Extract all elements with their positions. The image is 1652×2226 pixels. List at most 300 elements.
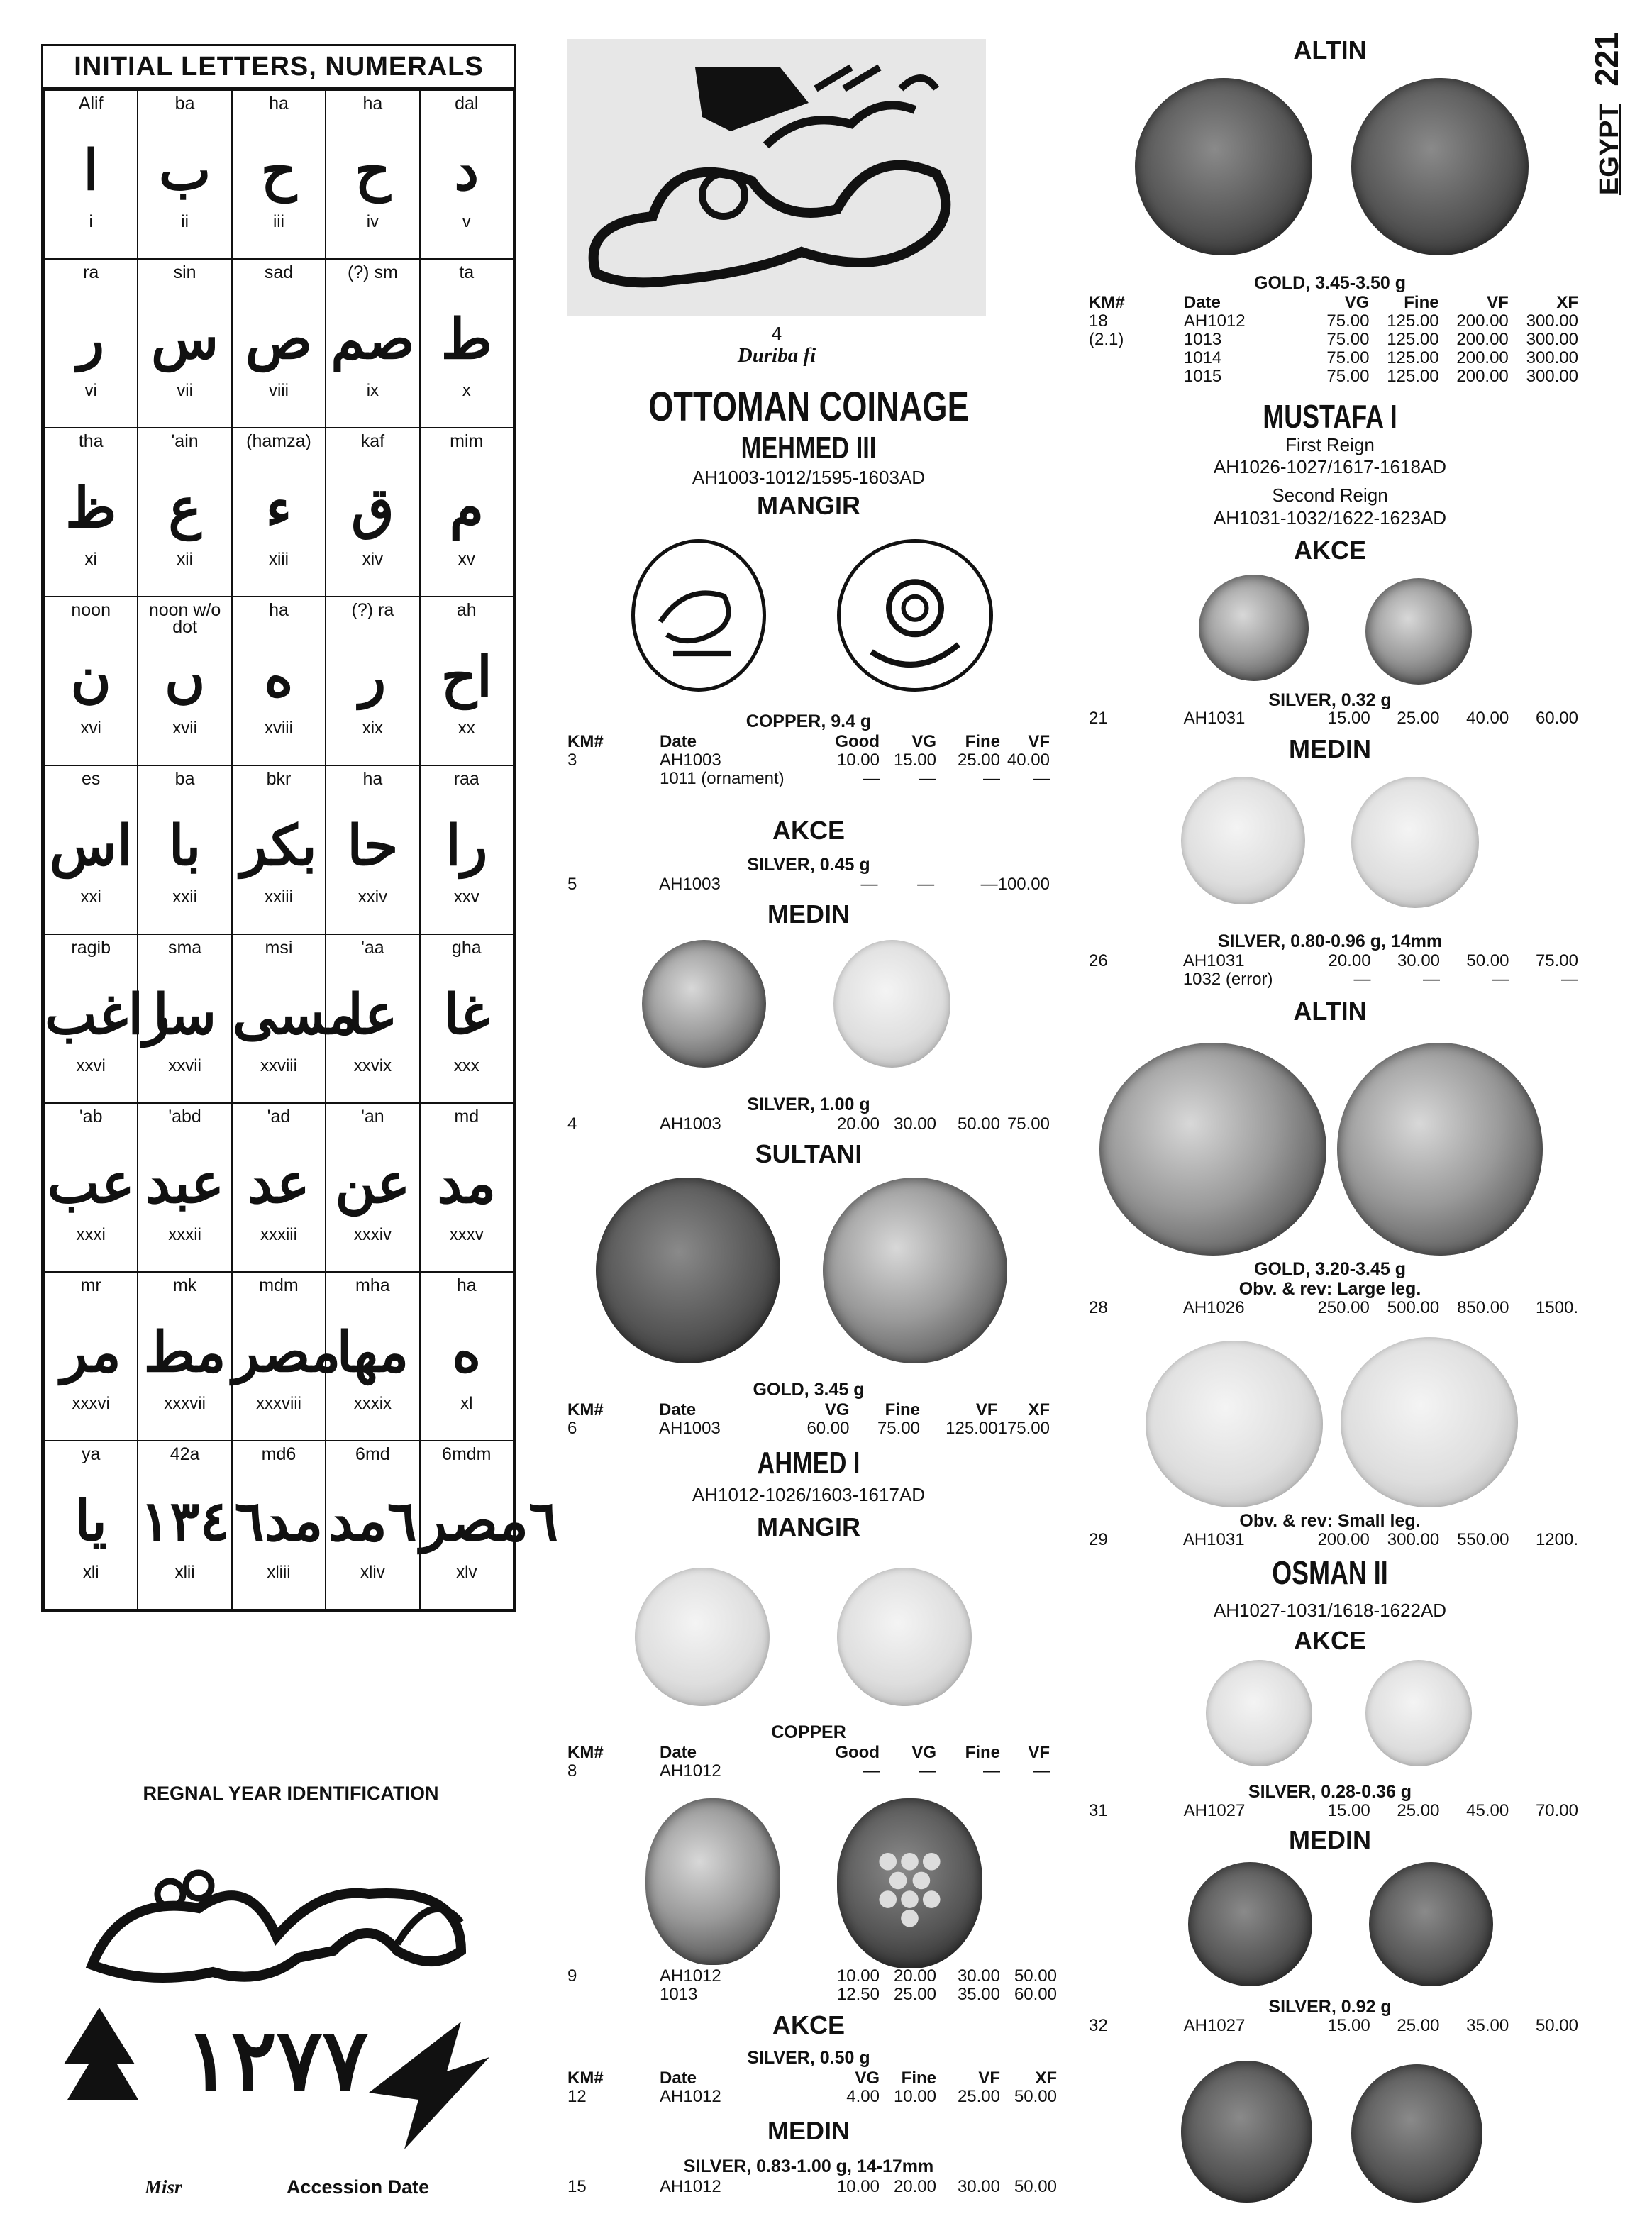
- table-cell: [1089, 367, 1184, 386]
- table-cell: —: [980, 875, 998, 894]
- letter-numeral: xliii: [267, 1563, 291, 1582]
- letter-name: ra: [83, 262, 99, 282]
- letter-glyph: ح: [260, 138, 297, 203]
- letter-name: ha: [269, 600, 289, 620]
- letter-numeral: x: [462, 381, 471, 400]
- table-cell: —: [863, 769, 880, 788]
- letter-glyph: ب: [158, 138, 211, 203]
- letter-numeral: xli: [82, 1563, 99, 1582]
- letter-numeral: xiv: [362, 550, 384, 569]
- coin-km3-obverse: [631, 539, 766, 692]
- letter-numeral: xviii: [264, 719, 293, 738]
- duriba-caption: Duriba fi: [737, 344, 816, 367]
- second-reign-label: Second Reign: [1272, 484, 1388, 506]
- label-silver-032: SILVER, 0.32 g: [1268, 690, 1392, 710]
- table-cell: 25.00: [957, 751, 1000, 770]
- letter-numeral: xxviii: [260, 1056, 297, 1075]
- table-cell: VF: [978, 2069, 1000, 2088]
- letter-name: sma: [167, 938, 202, 958]
- regnal-numeral: ١٢٧٧: [185, 2010, 368, 2110]
- table-km21: [1089, 709, 1578, 728]
- table-cell: 25.00: [957, 2087, 1000, 2106]
- letter-numeral: ii: [181, 212, 189, 231]
- table-cell: 5: [567, 875, 577, 894]
- letter-numeral: xxxvi: [72, 1394, 110, 1413]
- table-cell: 250.00: [1317, 1298, 1370, 1317]
- table-cell: 50.00: [1466, 951, 1509, 970]
- letters-row: [44, 1441, 514, 1610]
- label-gold-320: GOLD, 3.20-3.45 g: [1254, 1259, 1406, 1279]
- table-cell: 1015: [1183, 367, 1222, 386]
- letter-cell: [326, 765, 419, 934]
- arrow-icon: [695, 67, 809, 131]
- table-cell: 1200.: [1535, 1530, 1578, 1549]
- table-row: [567, 1762, 1050, 1781]
- letter-cell: [44, 1441, 138, 1610]
- letter-name: 6md: [355, 1444, 390, 1464]
- table-cell: 300.00: [1526, 348, 1578, 367]
- table-row: [1089, 970, 1578, 989]
- table-km32: [1089, 2017, 1578, 2035]
- coin-km4-obverse: [642, 940, 766, 1068]
- letter-numeral: xliv: [360, 1563, 385, 1582]
- letter-numeral: xv: [458, 550, 475, 569]
- letter-numeral: viii: [268, 381, 289, 400]
- table-row: [567, 1115, 1050, 1134]
- table-cell: AH1027: [1183, 2016, 1246, 2035]
- table-cell: VG: [855, 2069, 880, 2088]
- table-cell: 10.00: [836, 751, 880, 770]
- letter-cell: [232, 428, 326, 597]
- table-cell: 60.00: [806, 1419, 850, 1438]
- letter-name: noon: [71, 600, 111, 620]
- letter-glyph: عب: [47, 1151, 135, 1216]
- table-cell: —: [983, 1761, 1000, 1781]
- page-number: 221: [1588, 31, 1625, 87]
- table-cell: —: [1423, 970, 1441, 989]
- letter-name: ba: [174, 94, 195, 113]
- letter-numeral: xxxviii: [255, 1394, 301, 1413]
- table-cell: —: [919, 1761, 936, 1781]
- coin-km32-reverse: [1369, 1862, 1493, 1986]
- table-km12: [567, 2069, 1057, 2106]
- letter-glyph: س: [150, 307, 219, 372]
- letter-numeral: xii: [177, 550, 193, 569]
- table-cell: 25.00: [1397, 709, 1440, 728]
- letter-glyph: را: [445, 814, 488, 878]
- letter-cell: [232, 1272, 341, 1441]
- label-silver-100: SILVER, 1.00 g: [747, 1095, 870, 1114]
- table-cell: [1089, 349, 1184, 367]
- letter-numeral: v: [462, 212, 471, 231]
- table-cell: 1014: [1183, 348, 1222, 367]
- letter-name: ah: [456, 600, 477, 620]
- letter-numeral: xl: [460, 1394, 473, 1413]
- letter-cell: [138, 1272, 231, 1441]
- table-cell: 125.00: [1387, 367, 1439, 386]
- letter-cell: [232, 1441, 326, 1610]
- letter-name: ragib: [71, 938, 111, 958]
- letter-numeral: xiii: [268, 550, 289, 569]
- table-cell: Good: [835, 732, 880, 751]
- table-cell: AH1003: [660, 751, 721, 770]
- letter-glyph: ں: [164, 645, 206, 709]
- table-km6: [567, 1401, 1050, 1438]
- letters-numerals-table: [41, 44, 558, 1612]
- ruler-ahmed-i-dates: AH1012-1026/1603-1617AD: [692, 1484, 926, 1505]
- table-cell: Date: [660, 732, 697, 751]
- table-km4: [567, 1115, 1050, 1134]
- letter-name: ya: [81, 1444, 101, 1464]
- section-medin-3: MEDIN: [1289, 734, 1371, 763]
- label-copper-94: COPPER, 9.4 g: [745, 711, 872, 731]
- label-gold-345-350: GOLD, 3.45-3.50 g: [1254, 273, 1406, 293]
- letter-glyph: ق: [351, 476, 394, 541]
- table-row: [1089, 1802, 1578, 1820]
- letter-glyph: مسى: [232, 982, 358, 1047]
- table-cell: AH1012: [660, 1761, 721, 1781]
- letter-numeral: xlii: [174, 1563, 195, 1582]
- letter-glyph: د: [454, 138, 479, 203]
- table-cell: 20.00: [893, 1966, 936, 1986]
- label-silver-050: SILVER, 0.50 g: [747, 2048, 870, 2068]
- table-cell: AH1003: [659, 1419, 721, 1438]
- table-cell: 300.00: [1387, 1530, 1440, 1549]
- letter-name: ha: [269, 94, 289, 113]
- table-cell: 75.00: [1535, 951, 1578, 970]
- table-row: [1089, 2017, 1578, 2035]
- table-cell: 200.00: [1456, 348, 1509, 367]
- letter-numeral: xxvix: [353, 1056, 392, 1075]
- letter-name: mk: [172, 1275, 197, 1295]
- letter-cell: [232, 934, 358, 1103]
- letter-glyph: راغب: [45, 982, 170, 1047]
- label-silver-083: SILVER, 0.83-1.00 g, 14-17mm: [683, 2156, 934, 2176]
- coin-km31-obverse: [1206, 1660, 1312, 1766]
- letter-glyph: ن: [70, 645, 111, 709]
- table-row: [567, 1744, 1050, 1762]
- coin-km3-reverse: [837, 539, 993, 692]
- coin-next-obverse: [1181, 2061, 1312, 2203]
- duriba-fi-image: [567, 39, 986, 316]
- letter-glyph: مد٦: [234, 1489, 323, 1554]
- letter-name: (?) sm: [347, 262, 398, 282]
- table-cell: 15.00: [893, 751, 936, 770]
- letter-glyph: بكر: [240, 814, 317, 878]
- table-row: [1089, 952, 1578, 970]
- letter-cell: [138, 1441, 231, 1610]
- label-gold-345: GOLD, 3.45 g: [753, 1380, 865, 1400]
- coin-km6-reverse: [823, 1178, 1007, 1363]
- first-reign-dates: AH1026-1027/1617-1618AD: [1213, 456, 1447, 477]
- table-cell: 75.00: [1326, 348, 1370, 367]
- letter-name: mim: [450, 431, 484, 451]
- letter-glyph: مد: [437, 1151, 497, 1216]
- letter-cell: [44, 259, 138, 428]
- letter-glyph: غا: [443, 982, 490, 1047]
- letter-cell: [420, 597, 514, 765]
- letter-name: (hamza): [246, 431, 311, 451]
- letter-numeral: xxxix: [353, 1394, 392, 1413]
- letter-numeral: xxxv: [449, 1225, 484, 1244]
- letter-name: 'aa: [361, 938, 384, 958]
- letter-cell: [44, 934, 170, 1103]
- letter-numeral: xxiv: [357, 887, 388, 907]
- table-cell: Date: [1183, 293, 1221, 312]
- letter-numeral: xxii: [172, 887, 197, 907]
- table-cell: 30.00: [957, 1966, 1000, 1986]
- coin-km28-reverse: [1337, 1043, 1543, 1256]
- table-cell: 40.00: [1466, 709, 1509, 728]
- letter-cell: [232, 765, 326, 934]
- letters-row: [44, 259, 514, 428]
- label-silver-080: SILVER, 0.80-0.96 g, 14mm: [1217, 931, 1443, 951]
- letter-cell: [44, 765, 138, 934]
- letter-cell: [420, 1103, 514, 1272]
- letter-glyph: مها: [336, 1320, 409, 1385]
- coin-km8-obverse: [635, 1568, 770, 1706]
- table-cell: Fine: [965, 1743, 1000, 1762]
- coin-km21-obverse: [1199, 575, 1309, 681]
- table-cell: —: [863, 1761, 880, 1781]
- table-row: [1089, 294, 1578, 312]
- letter-numeral: vii: [177, 381, 193, 400]
- letter-numeral: i: [89, 212, 93, 231]
- letter-cell: [326, 259, 419, 428]
- table-cell: AH1031: [1182, 951, 1245, 970]
- table-km28: [1089, 1299, 1578, 1317]
- letter-cell: [44, 90, 138, 259]
- table-km18: [1089, 294, 1578, 386]
- table-cell: 4.00: [846, 2087, 880, 2106]
- letter-name: 'an: [361, 1107, 384, 1126]
- table-cell: Fine: [965, 732, 1000, 751]
- letter-cell: [138, 428, 231, 597]
- table-row: [567, 2178, 1057, 2196]
- letter-numeral: xlv: [456, 1563, 477, 1582]
- section-medin-1: MEDIN: [767, 899, 850, 929]
- letter-name: kaf: [360, 431, 385, 451]
- table-cell: 100.00: [997, 875, 1050, 894]
- table-row: [567, 875, 1050, 894]
- letter-glyph: ٦مد: [328, 1489, 417, 1554]
- letter-cell: [138, 259, 231, 428]
- table-cell: 850.00: [1457, 1298, 1509, 1317]
- table-cell: 12.50: [836, 1985, 880, 2004]
- table-cell: AH1003: [659, 875, 721, 894]
- table-cell: Date: [659, 1400, 697, 1419]
- letter-name: mdm: [259, 1275, 299, 1295]
- letter-name: Alif: [78, 94, 104, 113]
- letter-name: bkr: [266, 769, 292, 789]
- letter-glyph: ح: [355, 138, 391, 203]
- letter-glyph: اح: [440, 645, 492, 709]
- table-cell: 50.00: [957, 1114, 1000, 1134]
- section-altin-1: ALTIN: [1293, 35, 1367, 65]
- table-cell: AH1012: [660, 1966, 721, 1986]
- letter-cell: [420, 90, 514, 259]
- letter-name: noon w/o dot: [148, 600, 221, 637]
- letter-cell: [420, 934, 514, 1103]
- letters-row: [44, 1272, 514, 1441]
- table-row: [1089, 331, 1578, 349]
- letter-numeral: xvi: [80, 719, 101, 738]
- table-cell: VF: [1487, 293, 1509, 312]
- letter-glyph: عد: [248, 1151, 310, 1216]
- table-cell: 1500.: [1535, 1298, 1578, 1317]
- table-cell: VG: [1344, 293, 1370, 312]
- table-km15: [567, 2178, 1057, 2196]
- table-cell: AH1012: [660, 2087, 721, 2106]
- letter-cell: [232, 1103, 326, 1272]
- letter-cell: [138, 597, 231, 765]
- letter-numeral: vi: [84, 381, 97, 400]
- section-akce-1: AKCE: [772, 816, 845, 845]
- table-cell: VF: [1028, 732, 1050, 751]
- table-cell: Fine: [1404, 293, 1439, 312]
- table-cell: 30.00: [893, 1114, 936, 1134]
- table-cell: 31: [1089, 1801, 1108, 1820]
- letter-glyph: ر: [77, 307, 105, 372]
- coin-km26-reverse: [1351, 777, 1479, 908]
- table-cell: —: [983, 769, 1000, 788]
- table-cell: VF: [975, 1400, 998, 1419]
- letter-name: ha: [456, 1275, 477, 1295]
- letter-glyph: ١٣٤: [140, 1489, 230, 1554]
- letter-cell: [326, 597, 419, 765]
- table-cell: 8: [567, 1761, 577, 1781]
- table-cell: 26: [1089, 951, 1108, 970]
- table-cell: 20.00: [893, 2177, 936, 2196]
- coin-km18-obverse: [1135, 78, 1312, 255]
- table-row: [567, 2088, 1057, 2106]
- letter-numeral: xxxii: [168, 1225, 201, 1244]
- letter-cell: [326, 1272, 419, 1441]
- table-cell: 125.00: [1387, 330, 1439, 349]
- table-cell: 75.00: [1326, 311, 1370, 331]
- table-cell: 50.00: [1014, 1966, 1057, 1986]
- table-row: [567, 1967, 1057, 1986]
- letter-cell: [420, 765, 514, 934]
- letter-glyph: صم: [331, 307, 415, 372]
- table-cell: 1013: [1183, 330, 1222, 349]
- letter-glyph: يا: [74, 1489, 107, 1554]
- table-cell: AH1012: [660, 2177, 721, 2196]
- letter-cell: [44, 1272, 138, 1441]
- table-cell: [1089, 970, 1183, 989]
- letter-name: mr: [80, 1275, 101, 1295]
- misr-caption: Misr: [145, 2176, 182, 2198]
- table-cell: 50.00: [1014, 2087, 1057, 2106]
- letter-cell: [420, 428, 514, 597]
- table-cell: Fine: [901, 2069, 936, 2088]
- table-cell: (2.1): [1089, 330, 1124, 349]
- table-cell: 25.00: [1397, 2016, 1440, 2035]
- table-row: [1089, 312, 1578, 331]
- letter-glyph: عبد: [145, 1151, 225, 1216]
- second-reign-dates: AH1031-1032/1622-1623AD: [1213, 507, 1447, 528]
- table-cell: 300.00: [1526, 367, 1578, 386]
- letter-name: md6: [261, 1444, 296, 1464]
- coin-km9-obverse: [645, 1798, 780, 1965]
- letter-name: msi: [265, 938, 293, 958]
- table-km31: [1089, 1802, 1578, 1820]
- table-row: [1089, 1299, 1578, 1317]
- regnal-year-image: [64, 1844, 504, 2156]
- table-cell: —: [860, 875, 878, 894]
- letter-cell: [232, 259, 326, 428]
- letter-cell: [138, 765, 231, 934]
- table-cell: XF: [1028, 1400, 1050, 1419]
- coin-km29-reverse: [1341, 1337, 1518, 1507]
- table-cell: 30.00: [1397, 951, 1441, 970]
- letter-numeral: iv: [366, 212, 379, 231]
- table-km5: [567, 875, 1050, 894]
- table-cell: 12: [567, 2087, 587, 2106]
- letter-glyph: مصر: [232, 1320, 341, 1385]
- letter-numeral: xvii: [172, 719, 197, 738]
- table-cell: VG: [911, 1743, 936, 1762]
- ruler-osman-ii-dates: AH1027-1031/1618-1622AD: [1213, 1600, 1447, 1621]
- table-row: [1089, 367, 1578, 386]
- duriba-number: 4: [771, 323, 782, 344]
- table-cell: —: [917, 875, 935, 894]
- table-row: [567, 770, 1050, 788]
- table-cell: 175.00: [997, 1419, 1050, 1438]
- ruler-mehmed-iii: MEHMED III: [741, 431, 877, 465]
- table-cell: 125.00: [946, 1419, 998, 1438]
- letter-numeral: ix: [366, 381, 379, 400]
- table-cell: 75.00: [877, 1419, 920, 1438]
- table-cell: XF: [1035, 2069, 1057, 2088]
- section-mangir-1: MANGIR: [757, 491, 860, 520]
- table-cell: 28: [1089, 1298, 1108, 1317]
- table-cell: 125.00: [1387, 311, 1439, 331]
- letter-glyph: ء: [265, 476, 292, 541]
- letter-numeral: xxxvii: [164, 1394, 206, 1413]
- table-cell: 25.00: [1397, 1801, 1440, 1820]
- table-cell: 10.00: [836, 1966, 880, 1986]
- letter-glyph: اس: [49, 814, 133, 878]
- table-cell: 18: [1089, 311, 1108, 331]
- table-cell: VG: [911, 732, 936, 751]
- table-cell: 15: [567, 2177, 587, 2196]
- table-cell: 125.00: [1387, 348, 1439, 367]
- table-cell: 75.00: [1326, 367, 1370, 386]
- coin-km26-obverse: [1181, 777, 1305, 904]
- letters-row: [44, 1103, 514, 1272]
- table-cell: KM#: [1089, 293, 1125, 312]
- letter-cell: [232, 597, 326, 765]
- table-row: [1089, 1531, 1578, 1549]
- table-cell: —: [1561, 970, 1578, 989]
- letter-cell: [326, 428, 419, 597]
- table-cell: 9: [567, 1966, 577, 1986]
- letter-glyph: ه: [452, 1320, 482, 1385]
- table-cell: Date: [660, 1743, 697, 1762]
- section-altin-2: ALTIN: [1293, 997, 1367, 1026]
- letter-name: raa: [453, 769, 479, 789]
- letter-name: sad: [264, 262, 294, 282]
- letter-glyph: ظ: [65, 476, 117, 541]
- section-medin-4: MEDIN: [1289, 1825, 1371, 1854]
- table-cell: AH1031: [1182, 1530, 1245, 1549]
- letter-glyph: مر: [60, 1320, 121, 1385]
- table-cell: KM#: [567, 732, 604, 751]
- table-row: [567, 1986, 1057, 2004]
- letter-name: 'abd: [168, 1107, 201, 1126]
- table-row: [567, 1401, 1050, 1419]
